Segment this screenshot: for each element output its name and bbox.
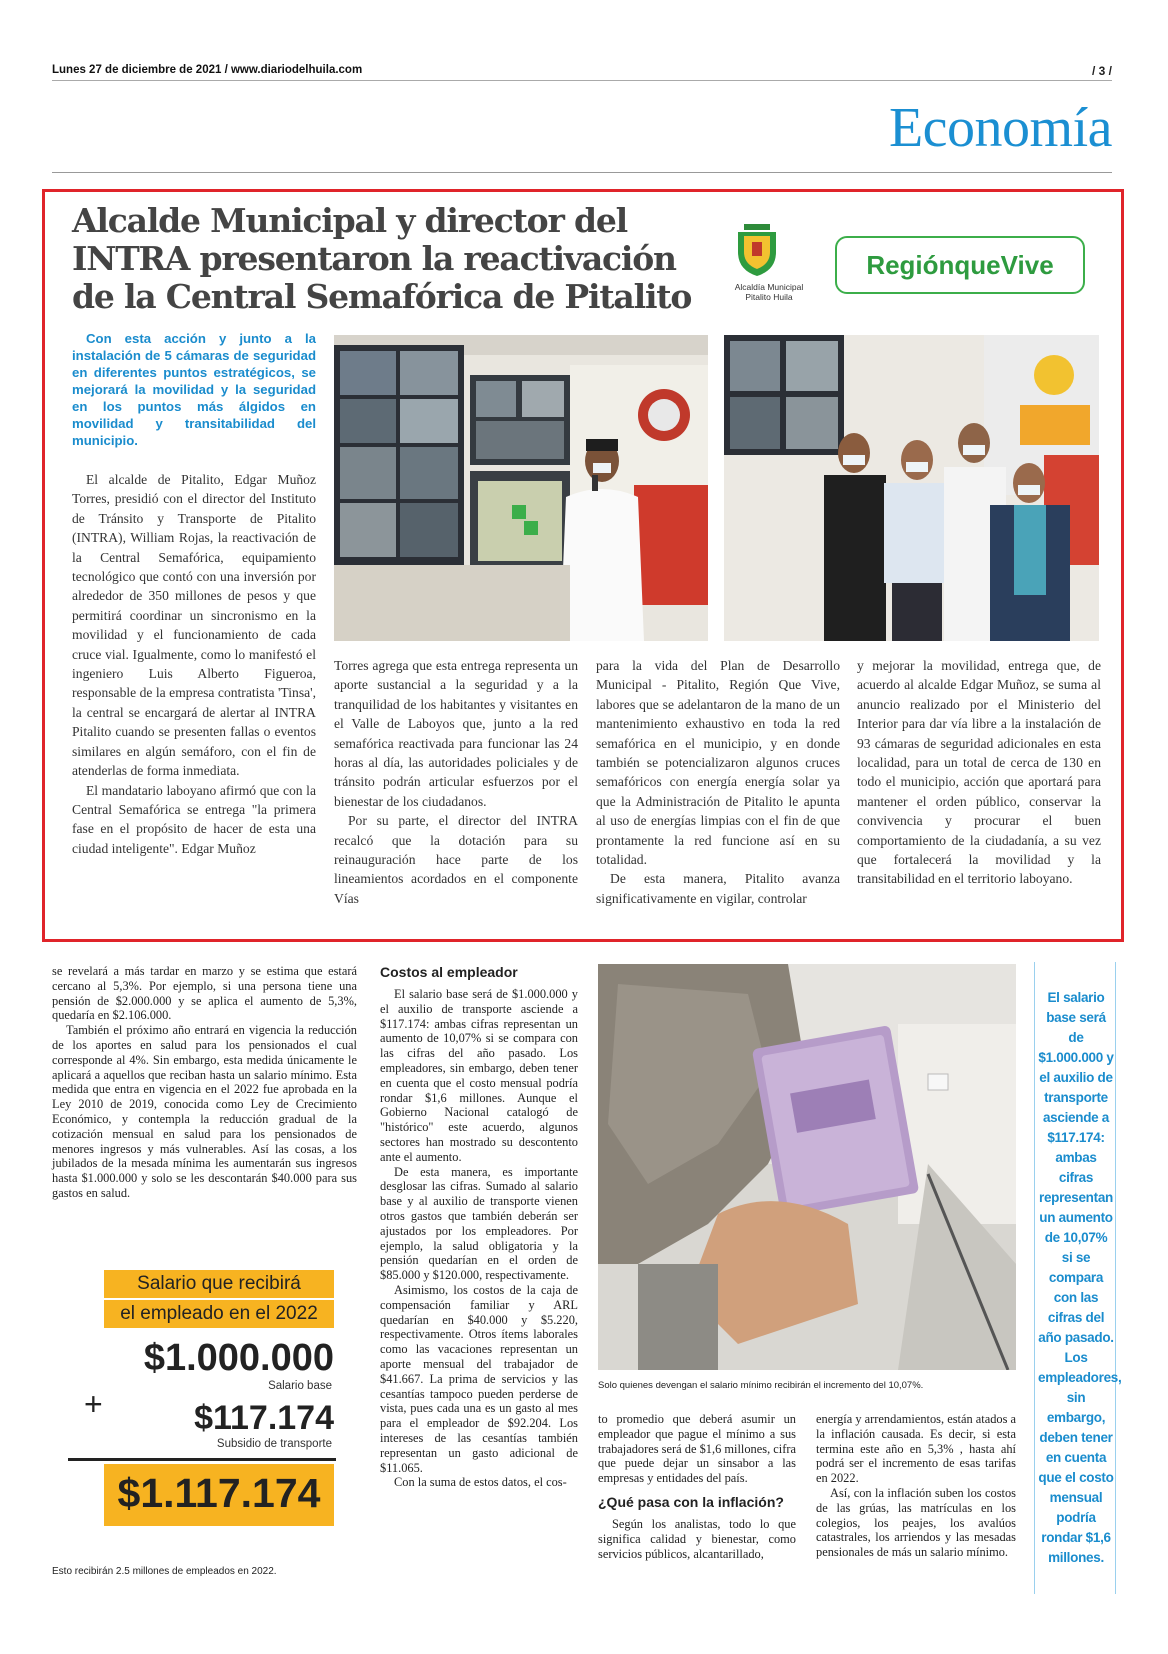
article-headline: Alcalde Municipal y director del INTRA presentaron la reactivación de la Central Semafórica de Pitalito xyxy=(72,201,692,316)
subheading-costs: Costos al empleador xyxy=(380,964,518,980)
transport-subsidy-amount: $117.174 xyxy=(194,1399,334,1437)
infographic-caption: Esto recibirán 2.5 millones de empleados en 2022. xyxy=(52,1566,277,1577)
sum-rule xyxy=(68,1458,336,1461)
lower-column-1 xyxy=(52,964,357,1201)
paragraph: Así, con la inflación suben los costos de las grúas, las matrículas en los colegios, los peajes, los avalúos catastrales, los arriendos y las mesadas pensionales de más un salario mínimo. xyxy=(816,1485,1016,1560)
header-divider xyxy=(52,80,1112,81)
paragraph: se revelará a más tardar en marzo y se estima que estará cercano al 5,3%. Por ejemplo, si una persona tiene una pensión de $2.000.000 y se aplica el aumento de 5,3%, quedaría en $2.106.000. xyxy=(52,964,357,1023)
article-column-3 xyxy=(596,656,840,932)
photo-caption: Solo quienes devengan el salario mínimo recibirán el incremento del 10,07%. xyxy=(598,1380,924,1391)
paragraph: El alcalde de Pitalito, Edgar Muñoz Torres, presidió con el director del Instituto de Tránsito y Transporte de Pitalito (INTRA), William Rojas, la reactivación de la Central Semafórica, equipamiento tecnológico que contó con una inversión por alrededor de 350 millones de pesos y que permitirá coordinar un sincronismo en la movilidad y el funcionamiento de cada cruce vial. Igualmente, como lo manifestó el ingeniero Luis Alberto Figueroa, responsable de la empresa contratista 'Tinsa', la central se encargará de alertar al INTRA Pitalito cuando se presenten fallas o eventos similares en algún semáforo, con el fin de atenderlas de forma inmediata. xyxy=(72,472,316,779)
infographic-title-text: el empleado en el 2022 xyxy=(120,1303,318,1324)
paragraph: Con la suma de estos datos, el cos- xyxy=(394,1475,567,1490)
article-column-4 xyxy=(857,656,1101,932)
logo-text: RegiónqueVive xyxy=(866,250,1054,280)
lower-column-4 xyxy=(816,1412,1016,1560)
infographic-title-text: Salario que recibirá xyxy=(137,1273,301,1294)
transport-subsidy-label: Subsidio de transporte xyxy=(216,1438,332,1450)
article-lead: Con esta acción y junto a la instalación de 5 cámaras de seguridad en diferentes puntos estratégicos, se mejorará la movilidad y la seguridad en los puntos más álgidos en movilidad y transitabilidad del municipio. xyxy=(72,331,316,448)
base-salary-amount: $1.000.000 xyxy=(143,1337,334,1379)
page-number: / 3 / xyxy=(1091,64,1112,78)
paragraph: El salario base será de $1.000.000 y el auxilio de transporte asciende a $117.174: ambas cifras representan un aumento de 10,07% si se compara con las cifras del año pasado. Los empleadores, sin embargo, deben tener en cuenta que el costo mensual podría rondar $1,6 millones. Aunque el Gobierno Nacional catalogó de "histórico" este acuerdo, algunos sectores han mostrado su descontento ante el aumento. xyxy=(380,987,578,1164)
paragraph: También el próximo año entrará en vigencia la reducción de los aportes en salud para los pensionados el cual corresponde al 4%. Sin embargo, esta medida únicamente le aplicará a aquellos que reciban hasta un salario mínimo. Esta medida que entra en vigencia en el 2022 fue aprobada en la Ley 2010 de 2019, conocida como Ley de Crecimiento Económico, y contempla la reducción gradual de la cotización mensual en salud para los pensionados de menores ingresos y más vulnerables. Así las cosas, a los jubilados de la mesada mínima les aumentarán sus ingresos hasta $1.000.000 y solo se les descontarán $40.000 para sus gastos en salud. xyxy=(52,1023,357,1200)
pull-quote: El salario base será de $1.000.000 y el auxilio de transporte asciende a $117.174: ambas cifras representan un aumento de 10,07% si se compara con las cifras del año pasado. Los empleadores, sin embargo, deben tener en cuenta que el costo mensual podría rondar $1,6 millones. xyxy=(1038,990,1122,1565)
money-hands-photo xyxy=(598,964,1016,1370)
paragraph: Asimismo, los costos de la caja de compensación familiar y ARL quedarían en $40.000 y $5.220, respectivamente. Otros ítems laborales como las vacaciones representan un aporte mensual del trabajador de $41.667. La prima de servicios y las cesantías tampoco pueden perderse de vista, pues cada una es un gasto al mes para el empleador de $92.204. Los intereses de las cesantías también representan un gasto adicional de $11.065. xyxy=(380,1282,578,1475)
paragraph: Por su parte, el director del INTRA recalcó que la dotación para su reinauguración hace parte de los lineamientos acordados en el componente Vías xyxy=(334,813,578,906)
paragraph: energía y arrendamientos, están atados a la inflación causada. Es decir, si esta termina este año en 5,3% , hasta ahí podrá ser el incremento de esas tarifas en 2022. xyxy=(816,1412,1017,1486)
lower-column-2 xyxy=(380,964,578,1604)
paragraph: para la vida del Plan de Desarrollo Municipal - Pitalito, Región Que Vive, labores que se adelantaron de la mano de un mantenimiento exhaustivo en toda la red semafórica en el municipio, y en donde también se potencializaron algunos cruces semafóricos con energía energía solar ya que la Administración de Pitalito le apunta al uso de energías limpias con el fin de que prontamente la red funcione así en su totalidad. xyxy=(596,658,840,868)
paragraph: De esta manera, es importante desglosar las cifras. Sumado al salario base y al auxilio de transporte vienen otros gastos que también deberán ser ajustados por los empleadores. Por ejemplo, la salud obligatoria y la pensión quedarían en el orden de $85.000 y $120.000, respectivamente. xyxy=(380,1164,578,1283)
region-que-vive-logo xyxy=(835,236,1085,294)
paragraph: De esta manera, Pitalito avanza significativamente en vigilar, controlar xyxy=(596,871,840,906)
subheading-inflation: ¿Qué pasa con la inflación? xyxy=(598,1493,784,1510)
base-salary-label: Salario base xyxy=(268,1380,332,1392)
control-room-photo xyxy=(334,335,708,641)
paragraph: Según los analistas, todo lo que significa calidad y bienestar, como servicios públicos, alcantarillado, xyxy=(598,1516,796,1561)
total-amount: $1.117.174 xyxy=(117,1470,321,1516)
section-divider xyxy=(52,172,1112,173)
infographic-title-line-1 xyxy=(104,1270,334,1298)
paragraph: El mandatario laboyano afirmó que con la Central Semafórica se entrega "la primera fase en el propósito de hacer de esta una ciudad inteligente". Edgar Muñoz xyxy=(72,782,316,856)
paragraph: y mejorar la movilidad, entrega que, de acuerdo al alcalde Edgar Muñoz, se suma al anuncio realizado por el Ministerio del Interior para dar vía libre a la instalación de 93 cámaras de seguridad adicionales en esta localidad, para un total de cerca de 130 en todo el municipio, acción que aportará para mantener el orden público, conservar la convivencia y procurar el buen comportamiento de la ciudadanía, a su vez que fortalecerá la movilidad y la transitabilidad en el territorio laboyano. xyxy=(857,658,1101,887)
article-column-2 xyxy=(334,656,578,932)
article-column-1 xyxy=(72,470,316,930)
infographic-title-line-2 xyxy=(104,1300,334,1328)
lower-column-3 xyxy=(598,1412,796,1561)
municipal-crest-icon xyxy=(732,222,782,278)
officials-group-photo xyxy=(724,335,1099,641)
paragraph: Torres agrega que esta entrega representa un aporte sustancial a la seguridad y a la tranquilidad de los habitantes y visitantes en el Valle de Laboyos que, junto a la red semafórica reactivada para funcionar las 24 horas al día, las autoridades policiales y de tránsito podrán articular esfuerzos por el bienestar de los ciudadanos. xyxy=(334,658,578,809)
section-title: Economía xyxy=(888,97,1112,159)
dateline: Lunes 27 de diciembre de 2021 / www.diariodelhuila.com xyxy=(52,64,363,76)
crest-caption: Alcaldía Municipal Pitalito Huila xyxy=(734,282,804,302)
paragraph: to promedio que deberá asumir un empleador que pague el mínimo a sus trabajadores será de $1,6 millones, cifra que puede dejar un sinsabor a las empresas y entidades del país. xyxy=(598,1412,796,1486)
plus-sign: + xyxy=(84,1386,103,1422)
